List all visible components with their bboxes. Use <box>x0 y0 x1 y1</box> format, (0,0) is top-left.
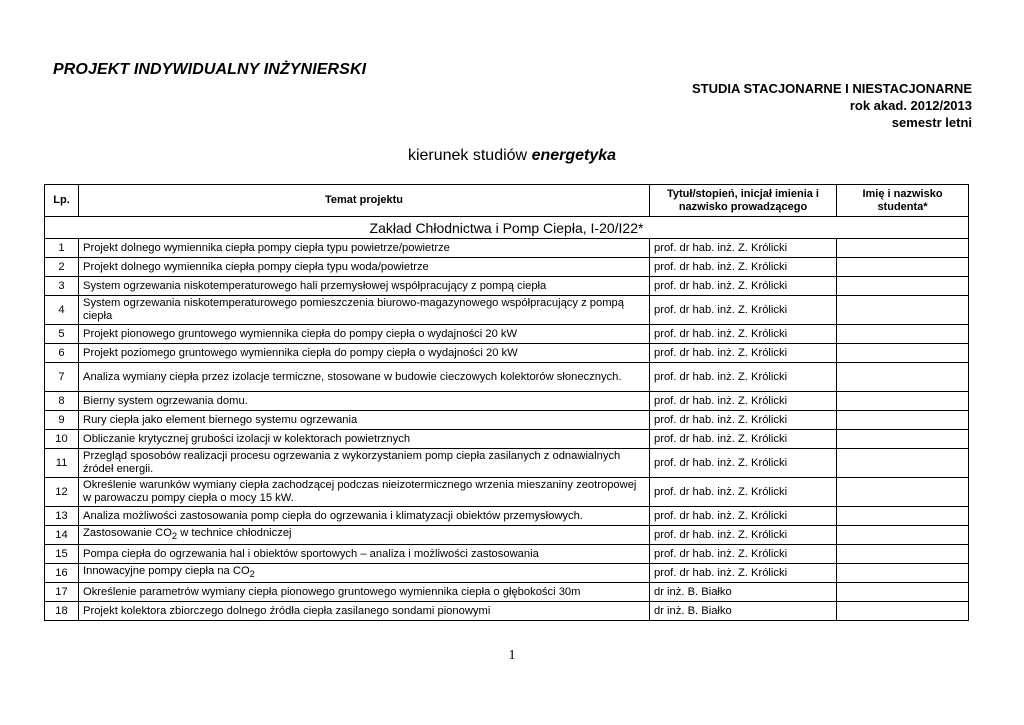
cell-student[interactable] <box>837 545 969 564</box>
cell-supervisor: prof. dr hab. inż. Z. Królicki <box>650 392 837 411</box>
cell-supervisor: prof. dr hab. inż. Z. Królicki <box>650 258 837 277</box>
field-name: energetyka <box>531 147 617 164</box>
cell-topic: Projekt poziomego gruntowego wymiennika ciepła do pompy ciepła o wydajności 20 kW <box>79 344 650 363</box>
cell-supervisor: prof. dr hab. inż. Z. Królicki <box>650 507 837 526</box>
cell-topic: Rury ciepła jako element biernego systemu ogrzewania <box>79 411 650 430</box>
cell-supervisor: dr inż. B. Białko <box>650 602 837 621</box>
table-row <box>45 277 969 296</box>
cell-supervisor: prof. dr hab. inż. Z. Królicki <box>650 478 837 507</box>
cell-student[interactable] <box>837 344 969 363</box>
cell-topic: Analiza możliwości zastosowania pomp ciepła do ogrzewania i klimatyzacji obiektów przemysłowych. <box>79 507 650 526</box>
cell-lp: 4 <box>45 296 79 325</box>
cell-lp: 7 <box>45 363 79 392</box>
cell-supervisor: prof. dr hab. inż. Z. Królicki <box>650 325 837 344</box>
cell-lp: 12 <box>45 478 79 507</box>
topic-text: w technice chłodniczej <box>177 526 292 539</box>
column-header-supervisor: Tytuł/stopień, inicjał imienia i nazwisko prowadzącego <box>650 185 837 217</box>
cell-student[interactable] <box>837 296 969 325</box>
table-row <box>45 239 969 258</box>
field-prefix: kierunek studiów <box>407 147 528 164</box>
cell-topic: Pompa ciepła do ogrzewania hal i obiektów sportowych – analiza i możliwości zastosowania <box>79 545 650 564</box>
column-header-topic: Temat projektu <box>79 185 650 217</box>
cell-lp: 3 <box>45 277 79 296</box>
cell-lp: 1 <box>45 239 79 258</box>
table-row <box>45 296 969 325</box>
cell-supervisor: prof. dr hab. inż. Z. Królicki <box>650 344 837 363</box>
cell-student[interactable] <box>837 507 969 526</box>
header-info <box>692 80 972 131</box>
cell-lp: 18 <box>45 602 79 621</box>
cell-student[interactable] <box>837 411 969 430</box>
cell-topic: Projekt dolnego wymiennika ciepła pompy ciepła typu woda/powietrze <box>79 258 650 277</box>
cell-student[interactable] <box>837 392 969 411</box>
table-row <box>45 526 969 545</box>
cell-topic: Projekt pionowego gruntowego wymiennika ciepła do pompy ciepła o wydajności 20 kW <box>79 325 650 344</box>
subscript: 2 <box>249 569 255 580</box>
cell-supervisor: prof. dr hab. inż. Z. Królicki <box>650 411 837 430</box>
cell-lp: 13 <box>45 507 79 526</box>
semester: semestr letni <box>891 115 972 130</box>
cell-lp: 5 <box>45 325 79 344</box>
table-row <box>45 478 969 507</box>
cell-student[interactable] <box>837 325 969 344</box>
table-row <box>45 449 969 478</box>
cell-lp: 8 <box>45 392 79 411</box>
table-row <box>45 411 969 430</box>
table-row <box>45 583 969 602</box>
table-row <box>45 507 969 526</box>
cell-supervisor: prof. dr hab. inż. Z. Królicki <box>650 430 837 449</box>
subscript: 2 <box>171 531 178 542</box>
table-row <box>45 325 969 344</box>
page-number: 1 <box>508 648 516 663</box>
cell-lp: 9 <box>45 411 79 430</box>
cell-supervisor: prof. dr hab. inż. Z. Królicki <box>650 526 837 545</box>
cell-supervisor: dr inż. B. Białko <box>650 583 837 602</box>
cell-student[interactable] <box>837 478 969 507</box>
cell-student[interactable] <box>837 363 969 392</box>
table-header-row <box>45 185 969 217</box>
cell-supervisor: prof. dr hab. inż. Z. Królicki <box>650 296 837 325</box>
cell-supervisor: prof. dr hab. inż. Z. Królicki <box>650 449 837 478</box>
cell-lp: 10 <box>45 430 79 449</box>
cell-student[interactable] <box>837 583 969 602</box>
cell-student[interactable] <box>837 430 969 449</box>
cell-topic: Określenie warunków wymiany ciepła zachodzącej podczas nieizotermicznego wrzenia mieszaniny zeotropowej w parowaczu pompy ciepła o mocy 15 kW. <box>79 478 650 507</box>
academic-year: rok akad. 2012/2013 <box>849 98 972 113</box>
cell-student[interactable] <box>837 564 969 583</box>
field-of-study <box>0 147 1024 165</box>
cell-topic: Projekt dolnego wymiennika ciepła pompy ciepła typu powietrze/powietrze <box>79 239 650 258</box>
cell-topic <box>79 526 650 545</box>
topic-text: Zastosowanie CO <box>83 526 172 539</box>
cell-supervisor: prof. dr hab. inż. Z. Królicki <box>650 239 837 258</box>
column-header-student: Imię i nazwisko studenta* <box>837 185 969 217</box>
cell-topic: Analiza wymiany ciepła przez izolacje termiczne, stosowane w budowie cieczowych kolektorów słonecznych. <box>79 363 650 392</box>
cell-lp: 6 <box>45 344 79 363</box>
cell-student[interactable] <box>837 239 969 258</box>
cell-student[interactable] <box>837 277 969 296</box>
cell-lp: 11 <box>45 449 79 478</box>
page-title: PROJEKT INDYWIDUALNY INŻYNIERSKI <box>53 61 367 78</box>
section-title: Zakład Chłodnictwa i Pomp Ciepła, I-20/I22* <box>45 217 969 239</box>
cell-lp: 16 <box>45 564 79 583</box>
cell-supervisor: prof. dr hab. inż. Z. Królicki <box>650 363 837 392</box>
cell-supervisor: prof. dr hab. inż. Z. Królicki <box>650 277 837 296</box>
table-row <box>45 545 969 564</box>
cell-supervisor: prof. dr hab. inż. Z. Królicki <box>650 564 837 583</box>
cell-topic: Przegląd sposobów realizacji procesu ogrzewania z wykorzystaniem pomp ciepła zasilanych z odnawialnych źródeł energii. <box>79 449 650 478</box>
cell-student[interactable] <box>837 602 969 621</box>
cell-lp: 2 <box>45 258 79 277</box>
table-row <box>45 392 969 411</box>
section-row <box>45 217 969 239</box>
cell-student[interactable] <box>837 526 969 545</box>
cell-topic: Bierny system ogrzewania domu. <box>79 392 650 411</box>
projects-table <box>44 184 969 621</box>
column-header-lp: Lp. <box>45 185 79 217</box>
table-row <box>45 258 969 277</box>
table-row <box>45 344 969 363</box>
cell-topic: Obliczanie krytycznej grubości izolacji w kolektorach powietrznych <box>79 430 650 449</box>
cell-lp: 14 <box>45 526 79 545</box>
cell-topic: System ogrzewania niskotemperaturowego hali przemysłowej współpracujący z pompą ciepła <box>79 277 650 296</box>
cell-student[interactable] <box>837 449 969 478</box>
study-mode: STUDIA STACJONARNE I NIESTACJONARNE <box>691 81 972 96</box>
table-row <box>45 363 969 392</box>
cell-supervisor: prof. dr hab. inż. Z. Królicki <box>650 545 837 564</box>
cell-topic <box>79 564 650 583</box>
cell-topic: Określenie parametrów wymiany ciepła pionowego gruntowego wymiennika ciepła o głębokości 30m <box>79 583 650 602</box>
cell-student[interactable] <box>837 258 969 277</box>
table-row <box>45 430 969 449</box>
cell-lp: 15 <box>45 545 79 564</box>
cell-topic: System ogrzewania niskotemperaturowego pomieszczenia biurowo-magazynowego współpracujący z pompą ciepła <box>79 296 650 325</box>
table-row <box>45 564 969 583</box>
table-row <box>45 602 969 621</box>
cell-topic: Projekt kolektora zbiorczego dolnego źródła ciepła zasilanego sondami pionowymi <box>79 602 650 621</box>
cell-lp: 17 <box>45 583 79 602</box>
topic-text: Innowacyjne pompy ciepła na CO <box>83 564 250 577</box>
